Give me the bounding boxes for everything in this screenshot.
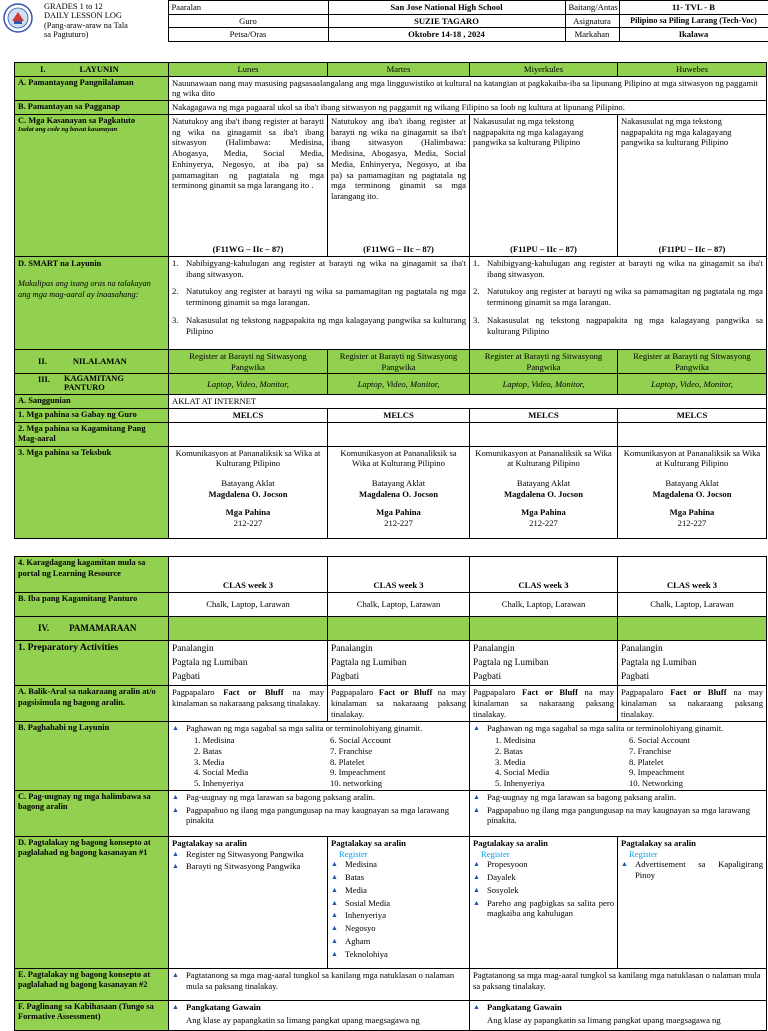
bullet-icon: ▲: [172, 805, 179, 814]
pagtalakay-1-huwebes: Pagtalakay sa aralin Register ▲ Advertisement sa Kapaligirang Pinoy: [618, 836, 767, 968]
prep-huwebes: Panalangin Pagtala ng Lumiban Pagbati: [618, 641, 767, 686]
bullet-icon: ▲: [331, 885, 338, 894]
prep-lunes: Panalangin Pagtala ng Lumiban Pagbati: [169, 641, 328, 686]
bullet-icon: ▲: [473, 898, 480, 907]
day-miyerkules: Miyerkules: [470, 63, 618, 77]
lr-portal-martes: CLAS week 3: [328, 557, 470, 593]
bullet-icon: ▲: [473, 873, 480, 882]
gabay-lunes: MELCS: [169, 408, 328, 422]
label-preparatory-activities: 1. Preparatory Activities: [15, 641, 169, 686]
label-pagtalakay-1: D. Pagtalakay ng bagong konsepto at paglalahad ng bagong kasanayan #1: [15, 836, 169, 968]
baitang-label: Baitang/Antas: [565, 1, 619, 15]
school-name: San Jose National High School: [328, 1, 565, 15]
performance-standard: Nakagagawa ng mga pagaaral ukol sa iba't ibang sitwasyon ng paggamit ng wikang Filipino sa loob ng kultura at lipunang Pilipino.: [169, 101, 767, 115]
iba-kagamitan-huwebes: Chalk, Laptop, Larawan: [618, 593, 767, 617]
teacher-name: SUZIE TAGARO: [328, 14, 565, 28]
label-pagtalakay-2: E. Pagtalakay ng bagong konsepto at paglalahad ng bagong kasanayan #2: [15, 968, 169, 1000]
label-karagdagang-kagamitan: 4. Karagdagang kagamitan mula sa portal ng Learning Resource: [15, 557, 169, 593]
bullet-icon: ▲: [473, 1002, 480, 1011]
form-title: GRADES 1 to 12 DAILY LESSON LOG (Pang-araw-araw na Tala sa Pagtuturo): [44, 1, 128, 40]
gabay-huwebes: MELCS: [618, 408, 767, 422]
nilalaman-miyerkules: Register at Barayti ng Sitwasyong Pangwika: [470, 349, 618, 373]
bullet-icon: ▲: [172, 792, 179, 801]
pag-uugnay-miyerkules-huwebes: ▲ Pag-uugnay ng mga larawan sa bagong paksang aralin. ▲ Pagpapabuo ng ilang mga pangungusap na may kaugnayan sa mga larawang pinakita.: [470, 790, 767, 836]
iba-kagamitan-miyerkules: Chalk, Laptop, Larawan: [470, 593, 618, 617]
smart-objectives-lunes-martes: 1. Nabibigyang-kahulugan ang register at barayti ng wika na ginagamit sa iba't ibang sitwasyon. 2. Natutukoy ang register at barayti ng wika sa pamamagitan ng pagtatala ng mga terminong ginamit sa mga larangan. 3. Nakasusulat ng tekstong nagpapakita ng mga kalagayang pangwika sa kulturang Pilipino: [169, 256, 470, 349]
bullet-icon: ▲: [473, 723, 480, 732]
subject-name: Pilipino sa Piling Larang (Tech-Voc): [619, 14, 768, 28]
nilalaman-huwebes: Register at Barayti ng Sitwasyong Pangwika: [618, 349, 767, 373]
bullet-icon: ▲: [473, 885, 480, 894]
balik-aral-huwebes: Pagpapalaro Fact or Bluff na may kinalaman sa nakaraang paksang tinalakay.: [618, 686, 767, 721]
gabay-martes: MELCS: [328, 408, 470, 422]
bullet-icon: ▲: [331, 924, 338, 933]
lr-portal-huwebes: CLAS week 3: [618, 557, 767, 593]
dll-table-1: [14, 62, 767, 539]
nilalaman-martes: Register at Barayti ng Sitwasyong Pangwika: [328, 349, 470, 373]
section-nilalaman: II. NILALAMAN: [15, 349, 169, 373]
lr-portal-miyerkules: CLAS week 3: [470, 557, 618, 593]
day-lunes: Lunes: [169, 63, 328, 77]
prep-miyerkules: Panalangin Pagtala ng Lumiban Pagbati: [470, 641, 618, 686]
bullet-icon: ▲: [331, 911, 338, 920]
teksbuk-lunes: Komunikasyon at Pananaliksik sa Wika at Kulturang Pilipino Batayang Aklat Magdalena O. Jocson Mga Pahina 212-227: [169, 446, 328, 538]
bullet-icon: ▲: [172, 849, 179, 858]
kagamitan-lunes: Laptop, Video, Monitor,: [169, 374, 328, 395]
mag-aaral-martes: [328, 422, 470, 446]
pagtalakay-2-lunes-martes: ▲ Pagtatanong sa mga mag-aaral tungkol sa kanilang mga natuklasan o nalaman mula sa paksang tinalakay.: [169, 968, 470, 1000]
bullet-icon: ▲: [331, 898, 338, 907]
label-pamantayan-sa-pagganap: B. Pamantayan sa Pagganap: [15, 101, 169, 115]
balik-aral-miyerkules: Pagpapalaro Fact or Bluff na may kinalaman sa nakaraang paksang tinalakay.: [470, 686, 618, 721]
dll-table-2: [14, 556, 767, 1031]
balik-aral-lunes: Pagpapalaro Fact or Bluff na may kinalaman sa nakaraang paksang tinalakay.: [169, 686, 328, 721]
bullet-icon: ▲: [172, 970, 179, 979]
paaralan-label: Paaralan: [168, 1, 328, 15]
paglinang-miyerkules-huwebes: ▲ Pangkatang Gawain Ang klase ay papangkatin sa limang pangkat upang maegsagawa ng: [470, 1000, 767, 1030]
bullet-icon: ▲: [331, 860, 338, 869]
smart-objectives-miyerkules-huwebes: 1. Nabibigyang-kahulugan ang register at barayti ng wika na ginagamit sa iba't ibang sitwasyon. 2. Natutukoy ang register at barayti ng wika sa pamamagitan ng pagtatala ng mga terminong ginamit sa mga larangan. 3. Nakasusulat ng tekstong nagpapakita ng mga kalagayang pangwika sa kulturang Pilipino: [470, 256, 767, 349]
label-sanggunian: A. Sanggunian: [15, 395, 169, 409]
dll-table-top: [0, 0, 768, 42]
day-huwebes: Huwebes: [618, 63, 767, 77]
bullet-icon: ▲: [331, 936, 338, 945]
competency-lunes: Natutukoy ang iba't ibang register at barayti ng wika na ginagamit sa iba't ibang sitwasyon (Halimbawa: Medisina, Abogasya, Media, Social Media, Enhinyerya, Negosyo, at iba pa) sa pamamagitan ng pagtatala ng mga terminong ginamit sa mga larangang ito . (F11WG – IIc – 87): [169, 114, 328, 256]
pagtalakay-1-martes: Pagtalakay sa aralin Register ▲ Medisina ▲ Batas ▲ Media ▲ Sosial Media ▲ Inhenyeriya ▲ Negosyo ▲ Agham ▲ Teknolohiya: [328, 836, 470, 968]
label-pag-uugnay: C. Pag-uugnay ng mga halimbawa sa bagong aralin: [15, 790, 169, 836]
bullet-icon: ▲: [172, 723, 179, 732]
day-martes: Martes: [328, 63, 470, 77]
label-paglinang-kabihasaan: F. Paglinang sa Kabihasaan (Tungo sa Formative Assessment): [15, 1000, 169, 1030]
asignatura-label: Asignatura: [565, 14, 619, 28]
pagtalakay-1-miyerkules: Pagtalakay sa aralin Register ▲ Propesyoon ▲ Dayalek ▲ Sosyolek ▲ Pareho ang pagbigkas sa salita pero magkaiba ang kahulugan: [470, 836, 618, 968]
prep-martes: Panalangin Pagtala ng Lumiban Pagbati: [328, 641, 470, 686]
label-iba-pang-kagamitan: B. Iba pang Kagamitang Panturo: [15, 593, 169, 617]
label-balik-aral: A. Balik-Aral sa nakaraang aralin at/o pagsisimula ng bagong aralin.: [15, 686, 169, 721]
paglinang-lunes-martes: ▲ Pangkatang Gawain Ang klase ay papangkatin sa limang pangkat upang maegsagawa ng: [169, 1000, 470, 1030]
label-kagamitang-mag-aaral: 2. Mga pahina sa Kagamitang Pang Mag-aaral: [15, 422, 169, 446]
label-kasanayan: C. Mga Kasanayan sa Pagkatuto Isulat ang code ng bawat kasanayan: [15, 114, 169, 256]
lr-portal-lunes: CLAS week 3: [169, 557, 328, 593]
bullet-icon: ▲: [621, 860, 628, 869]
sanggunian-value: AKLAT AT INTERNET: [169, 395, 767, 409]
pamamaraan-miyerkules: [470, 617, 618, 641]
iba-kagamitan-lunes: Chalk, Laptop, Larawan: [169, 593, 328, 617]
nilalaman-lunes: Register at Barayti ng Sitwasyong Pangwika: [169, 349, 328, 373]
bullet-icon: ▲: [172, 1002, 179, 1011]
kagamitan-huwebes: Laptop, Video, Monitor,: [618, 374, 767, 395]
pamamaraan-lunes: [169, 617, 328, 641]
pamamaraan-martes: [328, 617, 470, 641]
label-smart-layunin: D. SMART na Layunin Makalipas ang isang oras na talakayan ang mga mag-aaral ay inaasahang:: [15, 256, 169, 349]
bullet-icon: ▲: [473, 805, 480, 814]
balik-aral-martes: Pagpapalaro Fact or Bluff na may kinalaman sa nakaraang paksang tinalakay.: [328, 686, 470, 721]
competency-martes: Natutukoy ang iba't ibang register at barayti ng wika na ginagamit sa iba't ibang sitwasyon (Halimbawa: Medisina, Abogasya, Media, Social Media, Enhinyerya, Negosyo, at iba pa) sa pamamagitan ng pagtatala ng mga terminong ginamit sa mga larangang ito. (F11WG – IIc – 87): [328, 114, 470, 256]
bullet-icon: ▲: [473, 860, 480, 869]
section-kagamitang-panturo: III. KAGAMITANG PANTURO: [15, 374, 169, 395]
guro-label: Guro: [168, 14, 328, 28]
kagamitan-martes: Laptop, Video, Monitor,: [328, 374, 470, 395]
paghahabi-lunes-martes: ▲ Paghawan ng mga sagabal sa mga salita or terminolohiyang ginamit. 1. Medisina 2. Batas 3. Media 4. Social Media 5. Inhenyeriya 6. Social Account 7. Franchise 8. Platelet 9. Impeachment 10. networking: [169, 721, 470, 790]
mag-aaral-miyerkules: [470, 422, 618, 446]
bullet-icon: ▲: [473, 792, 480, 801]
bullet-icon: ▲: [331, 873, 338, 882]
teksbuk-martes: Komunikasyon at Pananaliksik sa Wika at Kulturang Pilipino Batayang Aklat Magdalena O. Jocson Mga Pahina 212-227: [328, 446, 470, 538]
mag-aaral-lunes: [169, 422, 328, 446]
kagamitan-miyerkules: Laptop, Video, Monitor,: [470, 374, 618, 395]
grade-section: 11- TVL - B: [619, 1, 768, 15]
competency-miyerkules: Nakasusulat ng mga tekstong nagpapakita ng mga kalagayang pangwika sa kulturang Pilipino (F11PU – IIc – 87): [470, 114, 618, 256]
pagtalakay-2-miyerkules-huwebes: Pagtatanong sa mga mag-aaral tungkol sa kanilang mga natuklasan o nalaman mula sa paksang tinalakay.: [470, 968, 767, 1000]
label-paghahabi-ng-layunin: B. Paghahabi ng Layunin: [15, 721, 169, 790]
petsa-label: Petsa/Oras: [168, 28, 328, 42]
mag-aaral-huwebes: [618, 422, 767, 446]
section-layunin: I. LAYUNIN: [15, 63, 169, 77]
bullet-icon: ▲: [331, 949, 338, 958]
competency-huwebes: Nakasusulat ng mga tekstong nagpapakita ng mga kalagayang pangwika sa kulturang Pilipino (F11PU – IIc – 87): [618, 114, 767, 256]
label-teksbuk: 3. Mga pahina sa Teksbuk: [15, 446, 169, 538]
bullet-icon: ▲: [172, 862, 179, 871]
gabay-miyerkules: MELCS: [470, 408, 618, 422]
teksbuk-huwebes: Komunikasyon at Pananaliksik sa Wika at Kulturang Pilipino Batayang Aklat Magdalena O. Jocson Mga Pahina 212-227: [618, 446, 767, 538]
iba-kagamitan-martes: Chalk, Laptop, Larawan: [328, 593, 470, 617]
pagtalakay-1-lunes: Pagtalakay sa aralin ▲ Register ng Sitwasyong Pangwika ▲ Barayti ng Sitwasyong Pangwika: [169, 836, 328, 968]
pag-uugnay-lunes-martes: ▲ Pag-uugnay ng mga larawan sa bagong paksang aralin. ▲ Pagpapabuo ng ilang mga pangungusap na may kaugnayan sa mga larawang pinakita: [169, 790, 470, 836]
section-pamamaraan: IV. PAMAMARAAN: [15, 617, 169, 641]
quarter: Ikalawa: [619, 28, 768, 42]
paghahabi-miyerkules-huwebes: ▲ Paghawan ng mga sagabal sa mga salita or terminolohiyang ginamit. 1. Medisina 2. Batas 3. Media 4. Social Media 5. Inhenyeriya 6. Social Account 7. Franchise 8. Platelet 9. Impeachment 10. Networking: [470, 721, 767, 790]
markahan-label: Markahan: [565, 28, 619, 42]
label-pamantayang-pangnilalaman: A. Pamantayang Pangnilalaman: [15, 76, 169, 100]
label-gabay-ng-guro: 1. Mga pahina sa Gabay ng Guro: [15, 408, 169, 422]
teksbuk-miyerkules: Komunikasyon at Pananaliksik sa Wika at Kulturang Pilipino Batayang Aklat Magdalena O. Jocson Mga Pahina 212-227: [470, 446, 618, 538]
date-range: Oktobre 14-18 , 2024: [328, 28, 565, 42]
pamamaraan-huwebes: [618, 617, 767, 641]
content-standard: Nauunawaan nang may masusing pagsasaalangalang ang mga lingguwistiko at kultural na katangian at pagkakaiba-iba sa lipunang Pilipino at mga sitwasyon ng paggamit ng wika dito: [169, 76, 767, 100]
